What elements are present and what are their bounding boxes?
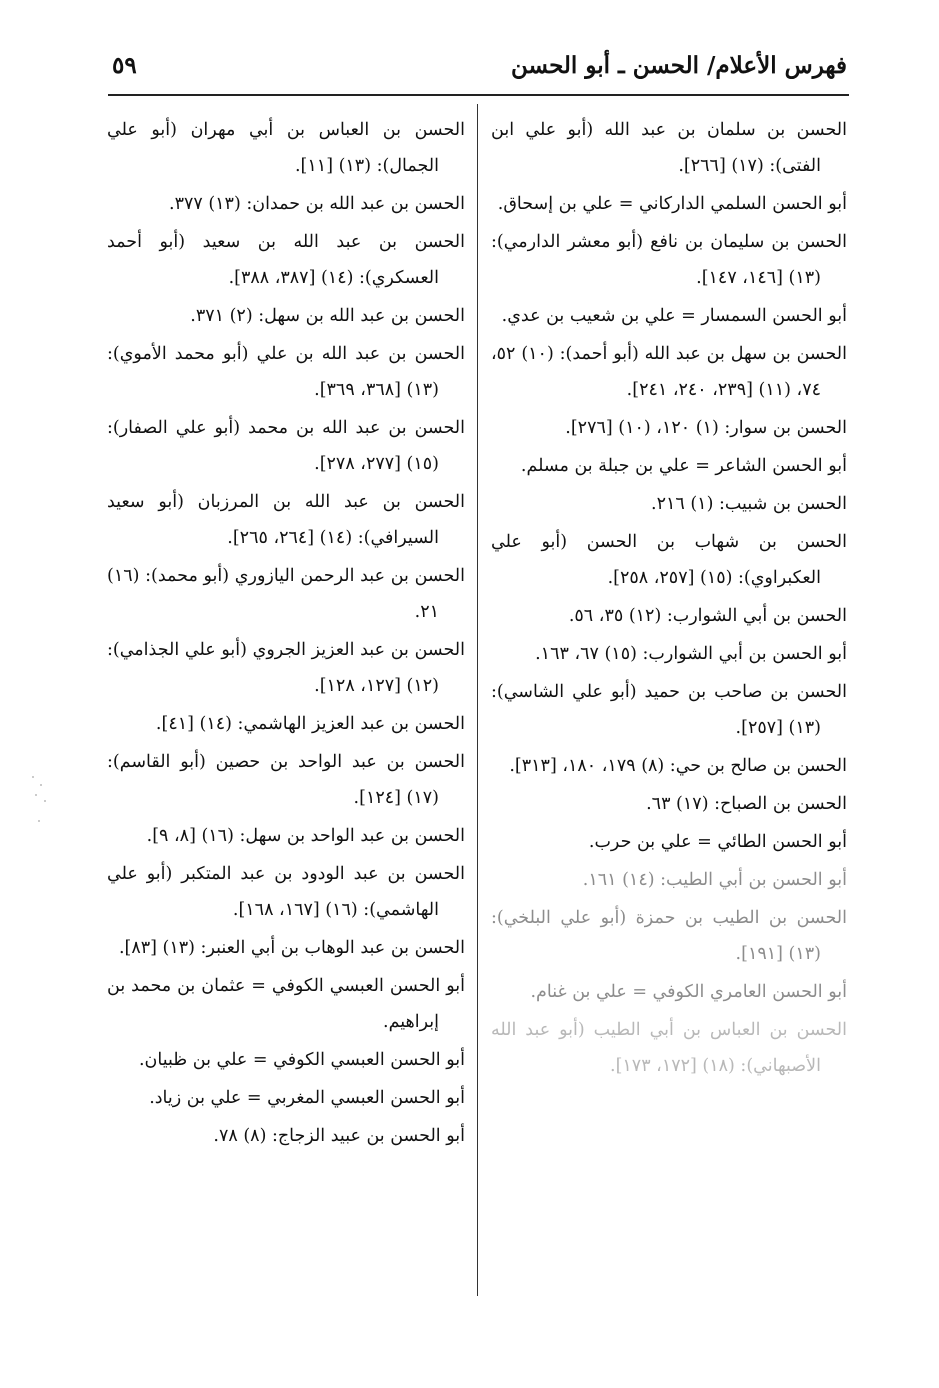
index-entry: أبو الحسن الطائي = علي بن حرب.: [588, 832, 847, 852]
index-entry: الحسن بن سليمان بن نافع (أبو معشر الدارمي): (١٣) [١٤٦، ١٤٧].: [491, 232, 847, 288]
index-entry: الحسن بن عبد العزيز الهاشمي: (١٤) [٤١].: [155, 714, 465, 734]
index-entry: الحسن بن صاحب بن حميد (أبو علي الشاسي): (١٣) [٢٥٧].: [491, 682, 847, 738]
index-entry: الحسن بن الصباح: (١٧) ٦٣.: [646, 794, 847, 814]
index-entry: أبو الحسن بن عبيد الزجاج: (٨) ٧٨.: [213, 1126, 465, 1146]
header-rule: [108, 94, 849, 96]
index-entry: الحسن بن صالح بن حي: (٨) ١٧٩، ١٨٠، [٣١٣].: [509, 756, 847, 776]
index-entry: الحسن بن عبد الله بن علي (أبو محمد الأموي): (١٣) [٣٦٨، ٣٦٩].: [107, 344, 465, 400]
index-entry: الحسن بن شهاب بن الحسن (أبو علي العكبراوي): (١٥) [٢٥٧، ٢٥٨].: [491, 532, 847, 588]
index-entry: الحسن بن عبد الله بن سهل: (٢) ٣٧١.: [190, 306, 465, 326]
index-entry: الحسن بن عبد الله بن سعيد (أبو أحمد العسكري): (١٤) [٣٨٧، ٣٨٨].: [107, 232, 465, 288]
index-entry: أبو الحسن العبسي الكوفي = عثمان بن محمد بن إبراهيم.: [107, 976, 465, 1032]
index-entry: الحسن بن سلمان بن عبد الله (أبو علي ابن الفتى): (١٧) [٢٦٦].: [491, 120, 847, 176]
index-entry: الحسن بن عبد العزيز الجروي (أبو علي الجذامي): (١٢) [١٢٧، ١٢٨].: [107, 640, 465, 696]
index-entry: الحسن بن العباس بن أبي مهران (أبو علي الجمال): (١٣) [١١].: [107, 120, 465, 176]
index-entry: أبو الحسن العبسي المغربي = علي بن زياد.: [149, 1088, 465, 1108]
index-entry: الحسن بن عبد الرحمن اليازوري (أبو محمد): (١٦) ٢١.: [107, 566, 465, 622]
page-number: ٥٩: [112, 52, 137, 79]
index-entry: الحسن بن الطيب بن حمزة (أبو علي البلخي): (١٣) [١٩١].: [491, 908, 847, 964]
index-entry: أبو الحسن العبسي الكوفي = علي بن ظبيان.: [138, 1050, 465, 1070]
index-entry: الحسن بن سوار: (١) ١٢٠، (١٠) [٢٧٦].: [565, 418, 847, 438]
index-entry: الحسن بن عبد الله بن المرزبان (أبو سعيد السيرافي): (١٤) [٢٦٤، ٢٦٥].: [107, 492, 465, 548]
index-entry: أبو الحسن بن أبي الطيب: (١٤) ١٦١.: [582, 870, 847, 890]
index-entry: الحسن بن عبد الواحد بن سهل: (١٦) [٨، ٩].: [146, 826, 465, 846]
column-divider: [477, 104, 478, 1296]
index-entry: الحسن بن أبي الشوارب: (١٢) ٣٥، ٥٦.: [568, 606, 847, 626]
index-column-left: [107, 112, 465, 1156]
index-entry: الحسن بن عبد الله بن محمد (أبو علي الصفار): (١٥) [٢٧٧، ٢٧٨].: [107, 418, 465, 474]
index-entry: الحسن بن العباس بن أبي الطيب (أبو عبد الله الأصبهاني): (١٨) [١٧٢، ١٧٣].: [491, 1020, 847, 1076]
index-entry: الحسن بن عبد الواحد بن حصين (أبو القاسم): (١٧) [١٢٤].: [107, 752, 465, 808]
index-entry: أبو الحسن السلمي الداركاني = علي بن إسحاق.: [497, 194, 847, 214]
running-title: فهرس الأعلام/ الحسن ـ أبو الحسن: [511, 52, 847, 79]
index-entry: أبو الحسن بن أبي الشوارب: (١٥) ٦٧، ١٦٣.: [535, 644, 847, 664]
index-entry: أبو الحسن السمسار = علي بن شعيب بن عدي.: [501, 306, 847, 326]
index-entry: الحسن بن سهل بن عبد الله (أبو أحمد): (١٠) ٥٢، ٧٤، (١١) [٢٣٩، ٢٤٠، ٢٤١].: [491, 344, 847, 400]
page-header: [112, 52, 847, 92]
scan-speckle: [28, 770, 50, 830]
index-entry: أبو الحسن العامري الكوفي = علي بن غنام.: [530, 982, 847, 1002]
index-entry: الحسن بن عبد الوهاب بن أبي العنبر: (١٣) [٨٣].: [118, 938, 465, 958]
index-entry: الحسن بن شبيب: (١) ٢١٦.: [650, 494, 847, 514]
index-entry: أبو الحسن الشاعر = علي بن جبلة بن مسلم.: [520, 456, 847, 476]
index-entry: الحسن بن عبد الودود بن عبد المتكبر (أبو علي الهاشمي): (١٦) [١٦٧، ١٦٨].: [107, 864, 465, 920]
index-entry: الحسن بن عبد الله بن حمدان: (١٣) ٣٧٧.: [168, 194, 465, 214]
index-column-right: [491, 112, 847, 1086]
